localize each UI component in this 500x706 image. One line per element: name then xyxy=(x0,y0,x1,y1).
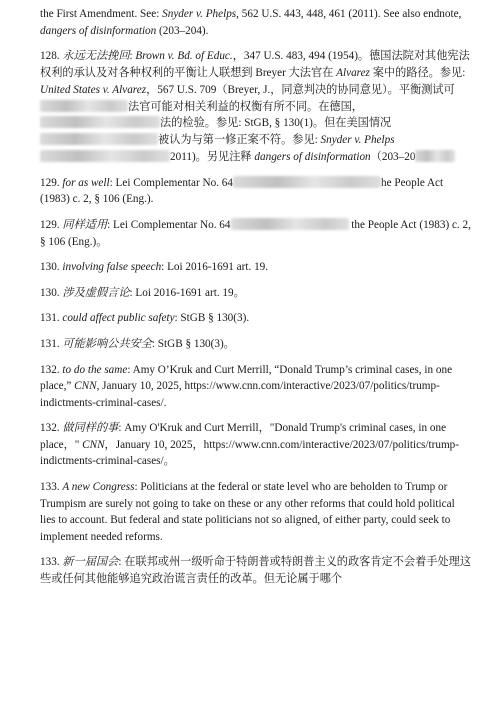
note-text: : xyxy=(129,50,136,63)
note-127-continuation xyxy=(40,6,472,39)
note-number: 129. xyxy=(40,218,63,231)
note-number: 131. xyxy=(40,312,63,325)
note-131-en xyxy=(40,310,472,327)
note-text: : Lei Complementar No. 64 xyxy=(109,176,233,189)
note-132-zh xyxy=(40,420,472,470)
endnote-reference: dangers of disinformation xyxy=(254,150,371,163)
case-citation: Brown v. Bd. of Educ. xyxy=(135,50,233,63)
note-term: 做同样的事 xyxy=(62,422,119,435)
note-129-en xyxy=(40,175,472,208)
publication-name: CNN xyxy=(74,380,97,393)
note-number: 133. xyxy=(40,556,63,569)
note-text: : Loi 2016-1691 art. 19. xyxy=(161,261,269,274)
note-text: (203–204). xyxy=(156,24,209,37)
case-citation: United States v. Alvarez xyxy=(40,83,147,96)
case-citation: Snyder v. Phelps xyxy=(162,8,237,20)
note-129-zh xyxy=(40,217,472,250)
note-text: , 562 U.S. 443, 448, 461 (2011). See also endnote, xyxy=(236,8,462,20)
note-number: 130. xyxy=(40,261,63,274)
note-term: 同样适用 xyxy=(62,218,108,231)
note-133-zh xyxy=(40,554,472,588)
note-number: 132. xyxy=(40,422,63,435)
note-term: involving false speech xyxy=(62,261,162,274)
note-text: 案中的路径。参见: xyxy=(369,66,466,79)
note-132-en xyxy=(40,362,472,412)
redacted-text xyxy=(415,150,455,162)
note-130-en xyxy=(40,259,472,276)
note-text: the First Amendment. See: xyxy=(40,8,163,20)
note-text: : Politicians at the federal or state level who are beholden to Trump or Trumpism are surely not going to take on these or any other reforms that could hold political lies to account. But federal and state politicians not so aligned, of either party, could seek to implement needed reforms. xyxy=(40,481,455,543)
note-text: 2011)。另见注释 xyxy=(170,150,255,163)
note-number: 128. xyxy=(40,50,63,63)
note-text: （203–20 xyxy=(370,150,416,163)
note-term: for as well xyxy=(62,176,110,189)
note-text: 被认为与第一修正案不符。参见: xyxy=(158,134,321,147)
note-text: : Lei Complementar No. 64 xyxy=(107,218,231,231)
note-131-zh xyxy=(40,336,472,353)
note-text: 法官可能对相关利益的权衡有所不同。在德国， xyxy=(128,100,363,113)
note-text: : Loi 2016-1691 art. 19。 xyxy=(129,286,245,299)
redacted-text xyxy=(231,218,349,230)
case-citation: Snyder v. Phelps xyxy=(320,134,395,147)
note-number: 132. xyxy=(40,363,63,376)
note-text: : Amy O'Kruk and Curt Merrill，"Donald Trump's criminal cases, in one place，" xyxy=(40,422,447,451)
redacted-text xyxy=(233,176,381,188)
note-text: he People Act (1983) c. 2, § 106 (Eng.). xyxy=(40,176,444,206)
note-text: : StGB § 130(3)。 xyxy=(151,337,235,350)
note-text: ，January 10, 2025，https://www.cnn.com/interactive/2023/07/politics/trump-indictments-criminal-cases/。 xyxy=(40,438,459,468)
note-term: could affect public safety xyxy=(62,312,175,325)
publication-name: CNN xyxy=(82,438,105,451)
note-text: 法的检验。参见: StGB, § 130(1)。但在美国情况 xyxy=(160,117,392,130)
note-text: the People Act (1983) c. 2, § 106 (Eng.)。 xyxy=(40,218,471,248)
note-term: 新一届国会 xyxy=(62,556,119,569)
note-number: 129. xyxy=(40,176,63,189)
note-number: 133. xyxy=(40,481,63,494)
note-term: to do the same xyxy=(62,363,128,376)
note-term: A new Congress xyxy=(62,481,135,494)
note-term: 永远无法挽回 xyxy=(62,50,130,63)
note-term: 涉及虚假言论 xyxy=(62,286,130,299)
redacted-text xyxy=(40,150,170,162)
redacted-text xyxy=(40,116,160,128)
note-text: , January 10, 2025, https://www.cnn.com/interactive/2023/07/politics/trump-indictments-criminal-cases/. xyxy=(40,380,440,409)
note-133-en xyxy=(40,479,472,545)
note-text: : Amy O’Kruk and Curt Merrill, “Donald Trump’s criminal cases, in one place,” xyxy=(40,363,453,393)
note-number: 130. xyxy=(40,286,63,299)
note-number: 131. xyxy=(40,337,63,350)
note-term: 可能影响公共安全 xyxy=(62,337,152,350)
redacted-text xyxy=(40,133,158,145)
note-text: ，347 U.S. 483, 494 (1954)。德国法院对其他宪法权利的承认及对各种权利的平衡让人联想到 Breyer 大法官在 xyxy=(40,50,470,79)
note-text: ，567 U.S. 709（Breyer, J.，同意判决的协同意见）。平衡测试可 xyxy=(146,83,455,96)
note-130-zh xyxy=(40,285,472,302)
note-128-zh xyxy=(40,48,472,166)
note-text: : StGB § 130(3). xyxy=(174,312,250,325)
endnote-reference: dangers of disinformation xyxy=(40,24,157,37)
note-text: : 在联邦或州一级听命于特朗普或特朗普主义的政客肯定不会着手处理这些或任何其他能够追究政治谎言责任的改革。但无论属于哪个 xyxy=(40,556,472,586)
redacted-text xyxy=(40,100,128,112)
case-citation: Alvarez xyxy=(336,66,370,79)
